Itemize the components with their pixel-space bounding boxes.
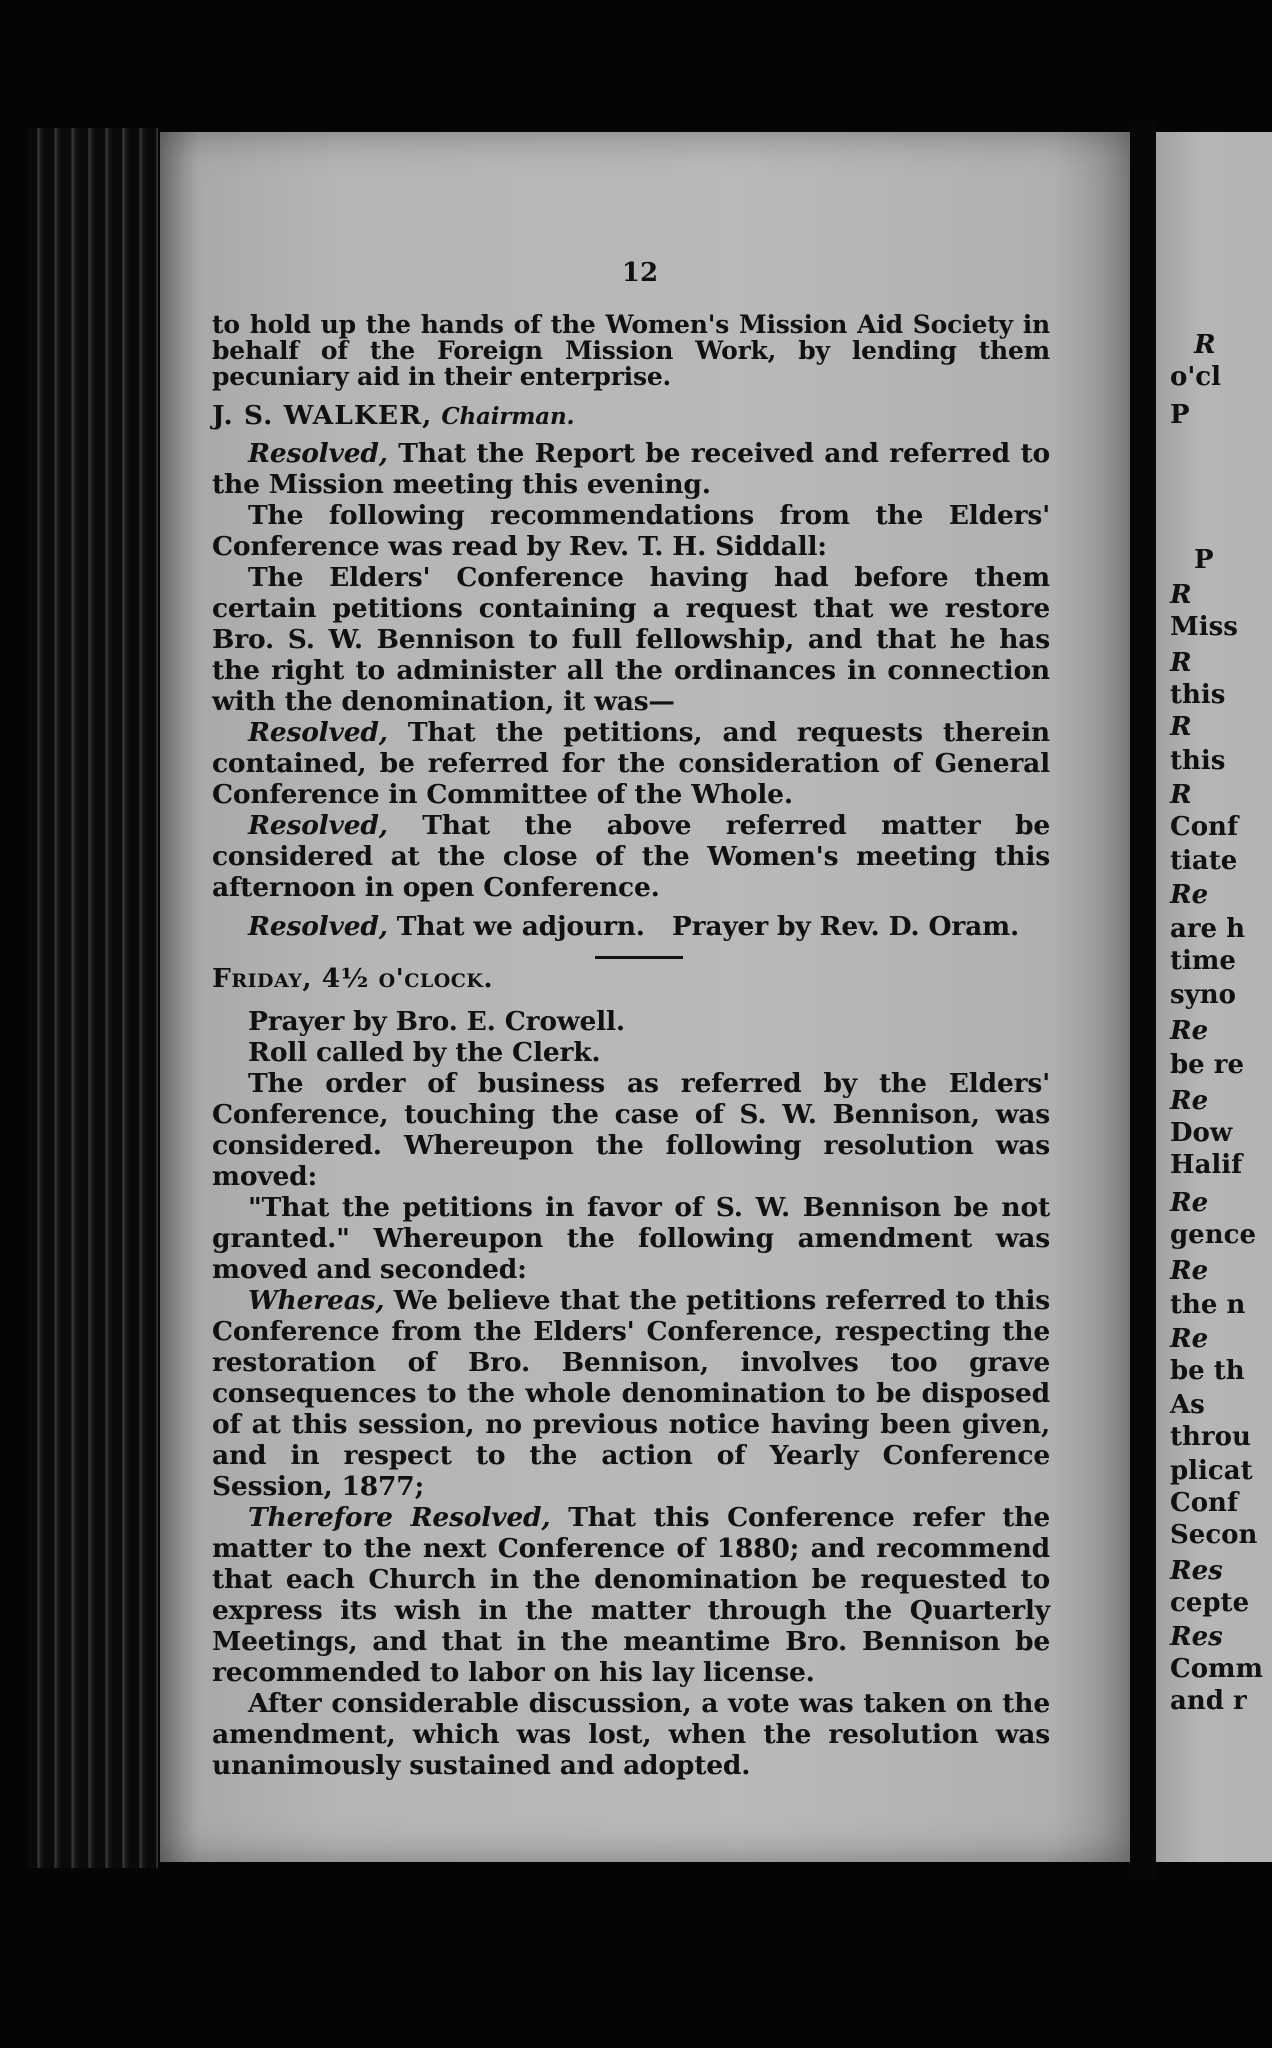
- page-number: 12: [621, 258, 659, 288]
- paragraph-vote: After considerable discussion, a vote was taken on the amendment, which was lost, when the resolution was unanimously sustained and adopted.: [212, 1688, 1050, 1781]
- facing-page-fragment: Re: [1170, 880, 1209, 910]
- facing-page-fragment: P: [1170, 400, 1190, 430]
- facing-page-fragment: syno: [1170, 980, 1236, 1010]
- facing-page-fragment: Secon: [1170, 1520, 1258, 1550]
- signature: [212, 400, 1050, 432]
- facing-page-fragment: are h: [1170, 914, 1246, 944]
- book-binding: [28, 128, 158, 1868]
- paragraph-text: That the above referred matter be considered at the close of the Women's meeting this afternoon in open Conference.: [212, 810, 1050, 903]
- session-heading: Friday, 4½ o'clock.: [212, 963, 494, 994]
- paragraph-resolved-adjourn: [212, 911, 1050, 942]
- facing-page-fragment: be th: [1170, 1356, 1245, 1386]
- facing-page-fragment: Conf: [1170, 812, 1239, 842]
- paragraph-elders-conference: The Elders' Conference having had before them certain petitions containing a request that we restore Bro. S. W. Bennison to full fellowship, and that he has the right to administer all the ordinances in connection with the denomination, it was—: [212, 562, 1050, 717]
- facing-page-fragment: Comm: [1170, 1654, 1264, 1684]
- paragraph-therefore-resolved: [212, 1502, 1050, 1688]
- facing-page-fragment: Re: [1170, 1256, 1209, 1286]
- facing-page-fragment: gence: [1170, 1220, 1256, 1250]
- paragraph-resolution-quote: "That the petitions in favor of S. W. Bennison be not granted." Whereupon the following amendment was moved and seconded:: [212, 1192, 1050, 1285]
- facing-page-fragment: R: [1170, 580, 1192, 610]
- facing-page-fragment: plicat: [1170, 1456, 1253, 1486]
- facing-page-fragment: cepte: [1170, 1588, 1250, 1618]
- facing-page-fragment: R: [1170, 712, 1192, 742]
- paragraph-resolved-report: [212, 438, 1050, 500]
- facing-page-fragment: tiate: [1170, 846, 1238, 876]
- paragraph-text: We believe that the petitions referred to this Conference from the Elders' Conference, respecting the restoration of Bro. Bennison, involves too grave consequences to the whole denomination to be disposed of at this session, no previous notice having been given, and in respect to the action of Yearly Conference Session, 1877;: [212, 1285, 1050, 1502]
- facing-page-fragment: time: [1170, 946, 1236, 976]
- facing-page-fragment: P: [1194, 545, 1214, 575]
- section-divider: [595, 956, 683, 959]
- signature-role: Chairman.: [441, 403, 575, 430]
- facing-page-fragment: Conf: [1170, 1488, 1239, 1518]
- facing-page-fragment: throu: [1170, 1422, 1251, 1452]
- facing-page-fragment: Re: [1170, 1086, 1209, 1116]
- paragraph-text: That this Conference refer the matter to the next Conference of 1880; and recommend that each Church in the denomination be requested to express its wish in the matter through the Quarterly Meetings, and that in the meantime Bro. Bennison be recommended to labor on his lay license.: [212, 1502, 1050, 1688]
- paragraph-text: That we adjourn. Prayer by Rev. D. Oram.: [387, 911, 1019, 942]
- page-gutter: [1130, 120, 1156, 1880]
- resolved-lead: Resolved,: [248, 438, 388, 469]
- paragraph-whereas: [212, 1285, 1050, 1502]
- facing-page-fragment: and r: [1170, 1686, 1247, 1716]
- facing-page-fragment: As: [1170, 1390, 1205, 1420]
- page-body: [212, 312, 1050, 1781]
- facing-page-fragment: Res: [1170, 1622, 1223, 1652]
- facing-page-fragment: the n: [1170, 1290, 1246, 1320]
- facing-page-fragment: Re: [1170, 1016, 1209, 1046]
- paragraph-text: That the Report be received and referred to the Mission meeting this evening.: [212, 438, 1050, 500]
- facing-page-fragment: Miss: [1170, 612, 1238, 642]
- facing-page-fragment: o'cl: [1170, 362, 1222, 392]
- facing-page-fragment: Re: [1170, 1188, 1209, 1218]
- paragraph-prayer: Prayer by Bro. E. Crowell.: [248, 1006, 625, 1037]
- resolved-lead: Resolved,: [248, 911, 388, 942]
- facing-page-fragment: R: [1170, 648, 1192, 678]
- paragraph-order-of-business: The order of business as referred by the Elders' Conference, touching the case of S. W. Bennison, was considered. Whereupon the following resolution was moved:: [212, 1068, 1050, 1192]
- paragraph-resolved-considered: [212, 810, 1050, 903]
- therefore-resolved-lead: Therefore Resolved,: [248, 1502, 551, 1533]
- facing-page-fragment: this: [1170, 746, 1226, 776]
- facing-page-fragment: Re: [1170, 1324, 1209, 1354]
- intro-paragraph: to hold up the hands of the Women's Mission Aid Society in behalf of the Foreign Mission Work, by lending them pecuniary aid in their enterprise.: [212, 310, 1050, 391]
- signature-name: J. S. WALKER,: [212, 400, 433, 431]
- resolved-lead: Resolved,: [248, 717, 388, 748]
- paragraph-recommendations: The following recommendations from the Elders' Conference was read by Rev. T. H. Siddall:: [212, 500, 1050, 562]
- whereas-lead: Whereas,: [248, 1285, 385, 1316]
- resolved-lead: Resolved,: [248, 810, 388, 841]
- paragraph-text: That the petitions, and requests therein contained, be referred for the consideration of General Conference in Committee of the Whole.: [212, 717, 1050, 810]
- facing-page-fragment: R: [1170, 780, 1192, 810]
- facing-page-fragment: Halif: [1170, 1150, 1243, 1180]
- paragraph-roll-call: Roll called by the Clerk.: [248, 1037, 601, 1068]
- facing-page-fragment: R: [1194, 330, 1216, 360]
- facing-page-fragment: Res: [1170, 1556, 1223, 1586]
- facing-page-fragment: Dow: [1170, 1118, 1233, 1148]
- paragraph-resolved-petitions: [212, 717, 1050, 810]
- facing-page-fragment: this: [1170, 680, 1226, 710]
- facing-page-fragment: be re: [1170, 1050, 1245, 1080]
